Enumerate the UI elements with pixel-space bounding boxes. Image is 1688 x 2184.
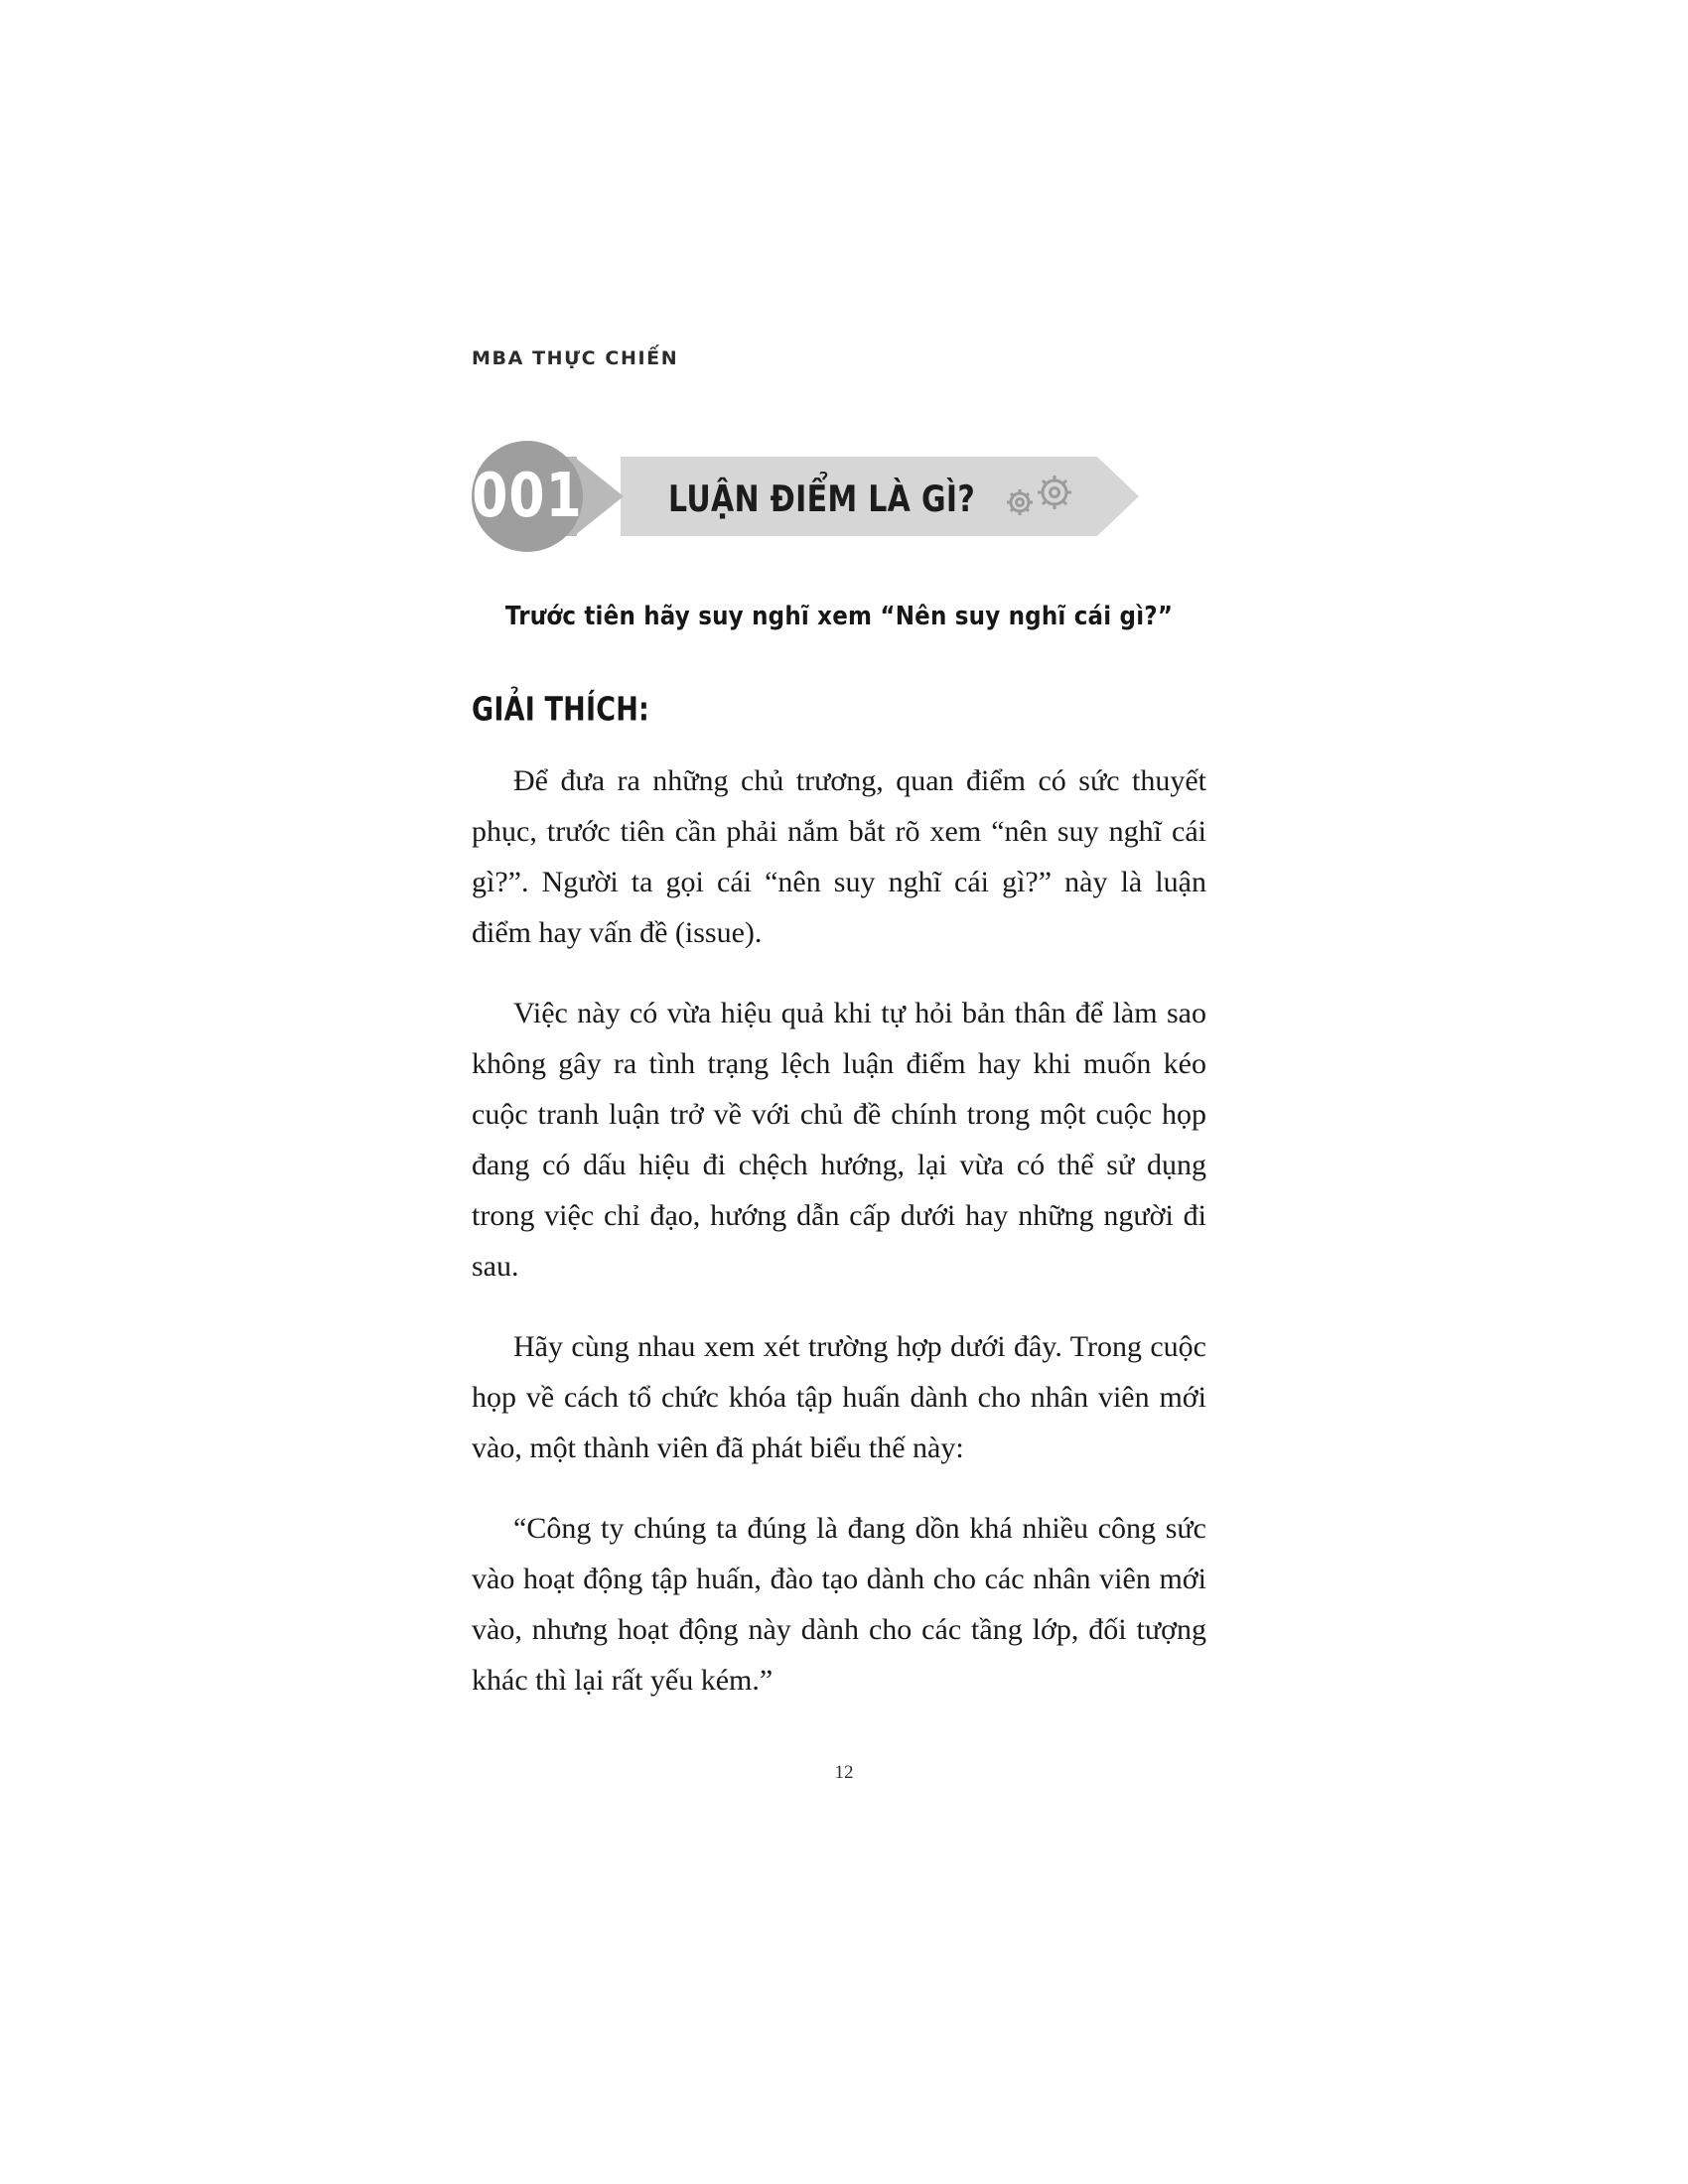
gear-icon	[998, 475, 1087, 525]
chapter-banner	[472, 441, 1206, 552]
chapter-number-badge	[472, 441, 583, 552]
page-number: 12	[834, 1762, 854, 1783]
chapter-subtitle: Trước tiên hãy suy nghĩ xem “Nên suy nghĩ cái gì?”	[504, 602, 1174, 631]
banner-bar-tip	[1097, 457, 1139, 536]
chapter-title: LUẬN ĐIỂM LÀ GÌ?	[668, 478, 976, 521]
body-paragraph: “Công ty chúng ta đúng là đang dồn khá nhiều công sức vào hoạt động tập huấn, đào tạo dành cho các nhân viên mới vào, nhưng hoạt động này dành cho các tầng lớp, đối tượng khác thì lại rất yếu kém.”	[472, 1512, 1206, 1697]
chapter-number: 001	[472, 461, 583, 532]
page-content	[472, 347, 1206, 1706]
body-paragraph: Việc này có vừa hiệu quả khi tự hỏi bản thân để làm sao không gây ra tình trạng lệch luận điểm hay khi muốn kéo cuộc tranh luận trở về với chủ đề chính trong một cuộc họp đang có dấu hiệu đi chệch hướng, lại vừa có thể sử dụng trong việc chỉ đạo, hướng dẫn cấp dưới hay những người đi sau.	[472, 997, 1206, 1283]
section-heading: GIẢI THÍCH:	[472, 691, 650, 729]
running-head: MBA THỰC CHIẾN	[472, 347, 679, 369]
body-paragraph: Hãy cùng nhau xem xét trường hợp dưới đây. Trong cuộc họp về cách tổ chức khóa tập huấn dành cho nhân viên mới vào, một thành viên đã phát biểu thế này:	[472, 1330, 1206, 1464]
body-paragraph: Để đưa ra những chủ trương, quan điểm có sức thuyết phục, trước tiên cần phải nắm bắt rõ xem “nên suy nghĩ cái gì?”. Người ta gọi cái “nên suy nghĩ cái gì?” này là luận điểm hay vấn đề (issue).	[472, 764, 1206, 949]
